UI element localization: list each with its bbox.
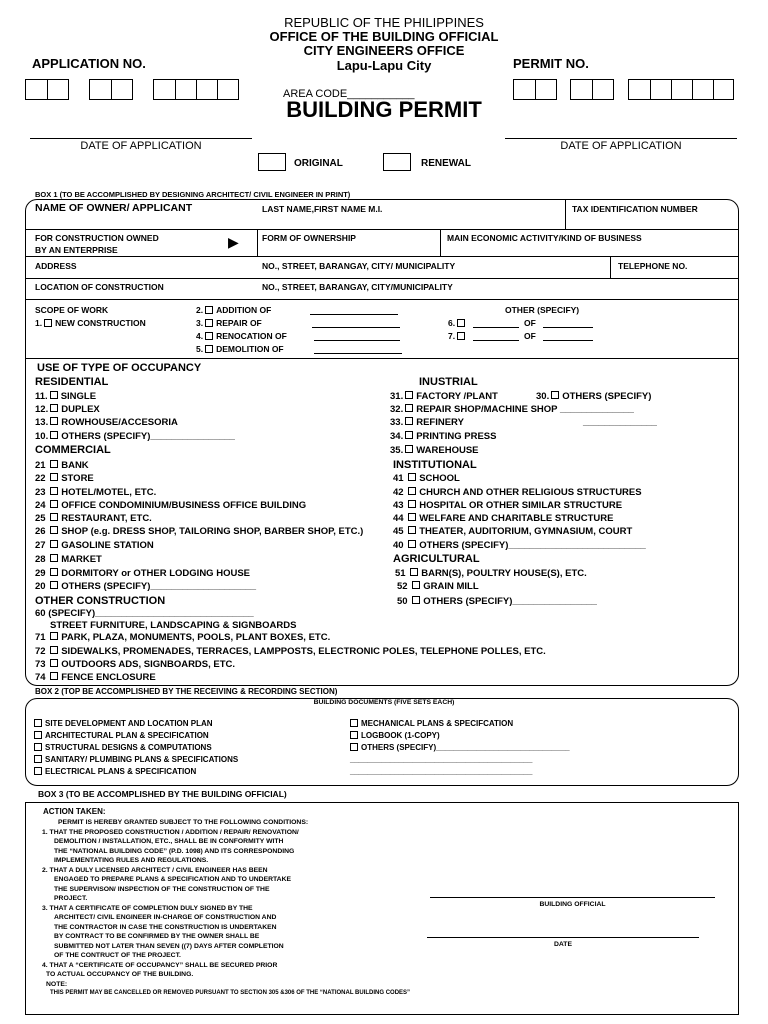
header-city: Lapu-Lapu City — [336, 58, 432, 73]
original-label: ORIGINAL — [294, 158, 343, 169]
checkbox-icon — [50, 417, 58, 425]
other-specify-label: OTHER (SPECIFY) — [505, 305, 580, 315]
condition-line: ARCHITECT/ CIVIL ENGINEER IN-CHARGE OF CONSTRUCTION AND — [54, 914, 277, 921]
commercial-heading: COMMERCIAL — [35, 444, 111, 456]
date-label: DATE — [554, 941, 572, 948]
occupancy-rowhouse[interactable]: 13. ROWHOUSE/ACCESORIA — [35, 417, 178, 428]
occupancy-school[interactable]: 41 SCHOOL — [393, 473, 460, 484]
condition-line: BY CONTRACT TO BE CONFIRMED BY THE OWNER SHALL BE — [54, 933, 260, 940]
checkbox-icon — [50, 646, 58, 654]
permit-no-label: PERMIT NO. — [513, 56, 589, 71]
building-official-label: BUILDING OFFICIAL — [539, 901, 606, 908]
occupancy-warehouse[interactable]: 35. WAREHOUSE — [390, 445, 479, 456]
occupancy-hotel[interactable]: 23 HOTEL/MOTEL, ETC. — [35, 487, 157, 498]
occupancy-welfare[interactable]: 44 WELFARE AND CHARITABLE STRUCTURE — [393, 513, 614, 524]
doc-site-development[interactable]: SITE DEVELOPMENT AND LOCATION PLAN — [34, 719, 213, 729]
occupancy-industrial-others[interactable]: 30. OTHERS (SPECIFY) — [536, 391, 652, 402]
area-code-field[interactable]: AREA CODE___________ — [283, 88, 415, 100]
scope-addition[interactable]: 2. ADDITION OF — [196, 305, 272, 315]
date-signature-line[interactable] — [427, 937, 699, 938]
checkbox-icon — [405, 445, 413, 453]
page-title: BUILDING PERMIT — [286, 97, 482, 122]
scope-renovation[interactable]: 4. RENOCATION OF — [196, 331, 287, 341]
main-activity-field[interactable]: MAIN ECONOMIC ACTIVITY/KIND OF BUSINESS — [447, 233, 642, 243]
checkbox-icon — [408, 500, 416, 508]
checkbox-icon — [44, 319, 52, 327]
header-city-engineers: CITY ENGINEERS OFFICE — [303, 43, 465, 58]
checkbox-icon — [410, 568, 418, 576]
checkbox-icon — [50, 568, 58, 576]
address-label: ADDRESS — [35, 261, 77, 271]
checkbox-icon — [34, 719, 42, 727]
repair-line[interactable] — [312, 327, 400, 328]
scope-demolition[interactable]: 5. DEMOLITION OF — [196, 344, 284, 354]
condition-line: ENGAGED TO PREPARE PLANS & SPECIFICATION AND TO UNDERTAKE — [54, 876, 292, 883]
other-7[interactable]: 7. — [448, 331, 468, 342]
address-field[interactable]: NO., STREET, BARANGAY, CITY/ MUNICIPALITY — [262, 261, 456, 271]
checkbox-icon — [408, 540, 416, 548]
occupancy-sidewalks[interactable]: 72 SIDEWALKS, PROMENADES, TERRACES, LAMPPOSTS, ELECTRONIC POLES, TELEPHONE POLLES, ETC. — [35, 646, 546, 657]
checkbox-icon — [457, 332, 465, 340]
demolition-line[interactable] — [314, 353, 402, 354]
occupancy-factory[interactable]: 31. FACTORY /PLANT — [390, 391, 498, 402]
checkbox-icon — [350, 719, 358, 727]
checkbox-icon — [50, 581, 58, 589]
doc-others-line-2[interactable]: _________________________________________ — [350, 767, 533, 776]
checkbox-icon — [205, 345, 213, 353]
checkbox-icon — [350, 731, 358, 739]
checkbox-icon — [408, 473, 416, 481]
occupancy-store[interactable]: 22 STORE — [35, 473, 94, 484]
occupancy-duplex[interactable]: 12. DUPLEX — [35, 404, 100, 415]
checkbox-icon — [405, 391, 413, 399]
occupancy-barn[interactable]: 51 BARN(S), POULTRY HOUSE(S), ETC. — [395, 568, 587, 579]
condition-line: THE CONTRACTOR IN CASE THE CONSTRUCTION IS UNDERTAKEN — [54, 923, 277, 931]
condition-line: NOTE: — [46, 980, 68, 988]
residential-heading: RESIDENTIAL — [35, 376, 109, 388]
checkbox-icon — [412, 596, 420, 604]
checkbox-icon — [50, 404, 58, 412]
occupancy-fence[interactable]: 74 FENCE ENCLOSURE — [35, 672, 156, 683]
occupancy-refinery[interactable]: 33. REFINERY — [390, 417, 464, 428]
doc-sanitary[interactable]: SANITARY/ PLUMBING PLANS & SPECIFICATIONS — [34, 755, 238, 765]
scope-repair[interactable]: 3. REPAIR OF — [196, 318, 262, 328]
header-office: OFFICE OF THE BUILDING OFFICIAL — [269, 29, 499, 44]
occupancy-single[interactable]: 11. SINGLE — [35, 391, 97, 402]
occupancy-market[interactable]: 28 MARKET — [35, 554, 102, 565]
location-label: LOCATION OF CONSTRUCTION — [35, 282, 164, 292]
checkbox-icon — [50, 513, 58, 521]
building-official-signature-line[interactable] — [430, 897, 715, 898]
checkbox-icon — [50, 672, 58, 680]
doc-others-line-1[interactable]: _________________________________________ — [350, 755, 533, 764]
occupancy-church[interactable]: 42 CHURCH AND OTHER RELIGIOUS STRUCTURES — [393, 487, 642, 498]
occupancy-outdoor-ads[interactable]: 73 OUTDOORS ADS, SIGNBOARDS, ETC. — [35, 659, 236, 670]
checkbox-icon — [50, 500, 58, 508]
renovation-line[interactable] — [314, 340, 400, 341]
doc-others[interactable]: OTHERS (SPECIFY)______________________________ — [350, 743, 570, 753]
checkbox-icon — [50, 460, 58, 468]
checkbox-icon — [34, 743, 42, 751]
form-ownership-field[interactable]: FORM OF OWNERSHIP — [262, 233, 356, 243]
occupancy-dormitory[interactable]: 29 DORMITORY or OTHER LODGING HOUSE — [35, 568, 250, 579]
checkbox-icon — [50, 659, 58, 667]
renewal-checkbox[interactable] — [383, 153, 411, 171]
other-construction-heading: OTHER CONSTRUCTION — [35, 595, 166, 607]
box2-heading: BOX 2 (TOP BE ACCOMPLISHED BY THE RECEIVING & RECORDING SECTION) — [35, 687, 338, 696]
owner-label: NAME OF OWNER/ APPLICANT — [35, 202, 193, 214]
occupancy-park[interactable]: 71 PARK, PLAZA, MONUMENTS, POOLS, PLANT BOXES, ETC. — [35, 632, 331, 643]
other-6[interactable]: 6. — [448, 318, 468, 329]
checkbox-icon — [50, 554, 58, 562]
box1-heading: BOX 1 (TO BE ACCOMPLISHED BY DESIGNING ARCHITECT/ CIVIL ENGINEER IN PRINT) — [35, 190, 351, 199]
checkbox-icon — [457, 319, 465, 327]
enterprise-label-1: FOR CONSTRUCTION OWNED — [35, 233, 159, 243]
occupancy-theater[interactable]: 45 THEATER, AUDITORIUM, GYMNASIUM, COURT — [393, 526, 633, 537]
condition-line: THE “NATIONAL BUILDING CODE” (P.D. 1098) AND ITS CORRESPONDING — [54, 847, 295, 855]
occupancy-grain-mill[interactable]: 52 GRAIN MILL — [397, 581, 479, 592]
checkbox-icon — [50, 526, 58, 534]
condition-line: SUBMITTED NOT LATER THAN SEVEN ((7) DAYS AFTER COMPLETION — [54, 942, 284, 950]
addition-line[interactable] — [310, 314, 398, 315]
checkbox-icon — [408, 513, 416, 521]
other-6-of: OF — [524, 318, 536, 328]
date-application-line-right[interactable] — [505, 138, 737, 139]
enterprise-label-2: BY AN ENTERPRISE — [35, 245, 118, 255]
condition-line: 2. THAT A DULY LICENSED ARCHITECT / CIVIL ENGINEER HAS BEEN — [42, 866, 268, 874]
condition-line: THIS PERMIT MAY BE CANCELLED OR REMOVED PURSUANT TO SECTION 305 &306 OF THE “NATIONAL BUILDING CODES” — [50, 990, 411, 996]
permit-conditions — [40, 818, 411, 999]
checkbox-icon — [205, 319, 213, 327]
checkbox-icon — [50, 473, 58, 481]
checkbox-icon — [405, 431, 413, 439]
agricultural-heading: AGRICULTURAL — [393, 553, 480, 565]
box3-heading: BOX 3 (TO BE ACCOMPLISHED BY THE BUILDING OFFICIAL) — [38, 789, 287, 799]
institutional-heading: INSTITUTIONAL — [393, 459, 477, 471]
use-occupancy-heading: USE OF TYPE OF OCCUPANCY — [37, 362, 202, 374]
other-construction-specify[interactable]: 60 (SPECIFY)______________________________ — [35, 608, 254, 619]
occupancy-shop[interactable]: 26 SHOP (e.g. DRESS SHOP, TAILORING SHOP, BARBER SHOP, ETC.) — [35, 526, 364, 537]
checkbox-icon — [408, 487, 416, 495]
checkbox-icon — [50, 431, 58, 439]
occupancy-office[interactable]: 24 OFFICE CONDOMINIUM/BUSINESS OFFICE BUILDING — [35, 500, 307, 511]
condition-line: IMPLEMENTATING RULES AND REGULATIONS. — [54, 857, 209, 864]
owner-name-field[interactable]: LAST NAME,FIRST NAME M.I. — [262, 204, 383, 214]
doc-electrical[interactable]: ELECTRICAL PLANS & SPECIFICATION — [34, 767, 196, 777]
checkbox-icon — [34, 731, 42, 739]
checkbox-icon — [205, 332, 213, 340]
condition-line: PERMIT IS HEREBY GRANTED SUBJECT TO THE FOLLOWING CONDITIONS: — [58, 819, 309, 826]
occupancy-printing[interactable]: 34. PRINTING PRESS — [390, 431, 497, 442]
occupancy-hospital[interactable]: 43 HOSPITAL OR OTHER SIMILAR STRUCTURE — [393, 500, 623, 511]
original-checkbox[interactable] — [258, 153, 286, 171]
date-application-label-right: DATE OF APPLICATION — [560, 140, 682, 152]
condition-line: THE SUPERVISON/ INSPECTION OF THE CONSTRUCTION OF THE — [54, 885, 270, 893]
checkbox-icon — [34, 755, 42, 763]
condition-line: DEMOLITION / INSTALLATION, ETC., SHALL BE IN CONFORMITY WITH — [54, 838, 284, 845]
condition-line: 1. THAT THE PROPOSED CONSTRUCTION / ADDITION / REPAIR/ RENOVATION/ — [42, 828, 299, 836]
checkbox-icon — [551, 391, 559, 399]
checkbox-icon — [50, 391, 58, 399]
occupancy-bank[interactable]: 21 BANK — [35, 460, 89, 471]
telephone-field[interactable]: TELEPHONE NO. — [618, 261, 688, 271]
condition-line: 4. THAT A “CERTIFICATE OF OCCUPANCY” SHALL BE SECURED PRIOR — [42, 961, 278, 969]
occupancy-residential-others[interactable]: 10. OTHERS (SPECIFY)________________ — [35, 431, 235, 442]
doc-logbook[interactable]: LOGBOOK (1-COPY) — [350, 731, 440, 741]
building-documents-label: BUILDING DOCUMENTS (FIVE SETS EACH) — [313, 699, 455, 706]
occupancy-restaurant[interactable]: 25 RESTAURANT, ETC. — [35, 513, 152, 524]
header-republic: REPUBLIC OF THE PHILIPPINES — [284, 15, 484, 30]
industrial-heading: INUSTRIAL — [419, 376, 478, 388]
doc-mechanical[interactable]: MECHANICAL PLANS & SPECIFCATION — [350, 719, 513, 729]
occupancy-agricultural-others[interactable]: 50 OTHERS (SPECIFY)________________ — [397, 596, 597, 607]
tin-label[interactable]: TAX IDENTIFICATION NUMBER — [572, 204, 698, 214]
checkbox-icon — [50, 632, 58, 640]
checkbox-icon — [205, 306, 213, 314]
scope-new-construction[interactable]: 1. NEW CONSTRUCTION — [35, 318, 146, 328]
occupancy-institutional-others[interactable]: 40 OTHERS (SPECIFY)__________________________ — [393, 540, 646, 551]
action-taken-label: ACTION TAKEN: — [43, 807, 106, 816]
checkbox-icon — [350, 743, 358, 751]
occupancy-commercial-others[interactable]: 20 OTHERS (SPECIFY)____________________ — [35, 581, 257, 592]
other-7-of: OF — [524, 331, 536, 341]
renewal-label: RENEWAL — [421, 158, 471, 169]
date-application-label-left: DATE OF APPLICATION — [80, 140, 202, 152]
industrial-specify-line[interactable]: ______________ — [583, 417, 657, 428]
arrow-right-icon: ▶ — [228, 234, 239, 250]
street-furniture-label: STREET FURNITURE, LANDSCAPING & SIGNBOARDS — [50, 620, 297, 631]
condition-line: 3. THAT A CERTIFICATE OF COMPLETION DULY SIGNED BY THE — [42, 904, 253, 912]
checkbox-icon — [34, 767, 42, 775]
checkbox-icon — [405, 417, 413, 425]
checkbox-icon — [408, 526, 416, 534]
scope-label: SCOPE OF WORK — [35, 305, 109, 315]
date-application-line-left[interactable] — [30, 138, 252, 139]
doc-architectural[interactable]: ARCHITECTURAL PLAN & SPECIFICATION — [34, 731, 209, 741]
checkbox-icon — [412, 581, 420, 589]
checkbox-icon — [50, 487, 58, 495]
occupancy-gasoline[interactable]: 27 GASOLINE STATION — [35, 540, 154, 551]
checkbox-icon — [405, 404, 413, 412]
location-field[interactable]: NO., STREET, BARANGAY, CITY/MUNICIPALITY — [262, 282, 453, 292]
occupancy-repair-shop[interactable]: 32. REPAIR SHOP/MACHINE SHOP ______________ — [390, 404, 634, 415]
doc-structural[interactable]: STRUCTURAL DESIGNS & COMPUTATIONS — [34, 743, 212, 753]
application-no-label: APPLICATION NO. — [32, 56, 146, 71]
condition-line: PROJECT. — [54, 895, 88, 902]
condition-line: TO ACTUAL OCCUPANCY OF THE BUILDING. — [46, 971, 194, 978]
condition-line: OF THE CONTRUCT OF THE PROJECT. — [54, 952, 181, 959]
checkbox-icon — [50, 540, 58, 548]
